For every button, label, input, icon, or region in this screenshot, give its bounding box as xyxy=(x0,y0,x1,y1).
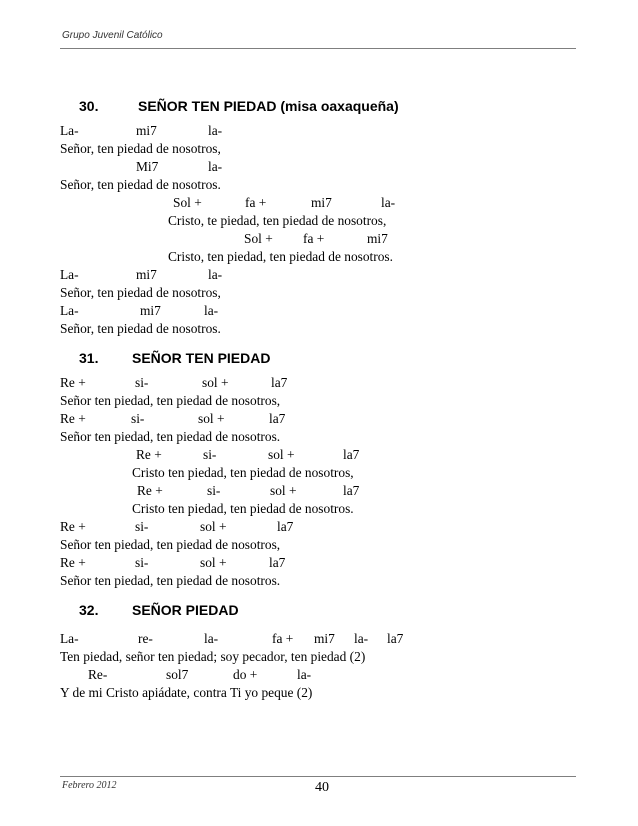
chord-line xyxy=(0,554,638,572)
chord: la7 xyxy=(387,631,404,646)
chord-line xyxy=(0,630,638,648)
chord-line xyxy=(0,666,638,684)
chord: sol + xyxy=(200,555,227,570)
chord-line xyxy=(0,158,638,176)
chord: la7 xyxy=(269,411,286,426)
lyric-line xyxy=(0,428,638,446)
chord: mi7 xyxy=(367,231,388,246)
chord: sol7 xyxy=(166,667,189,682)
lyric: Señor, ten piedad de nosotros, xyxy=(60,285,221,300)
chord: sol + xyxy=(268,447,295,462)
lyric-line xyxy=(0,212,638,230)
chord: la- xyxy=(208,159,223,174)
footer-rule xyxy=(60,776,576,777)
chord-line xyxy=(0,230,638,248)
page-number: 40 xyxy=(315,780,329,795)
chord: si- xyxy=(207,483,221,498)
chord-line xyxy=(0,302,638,320)
lyric: Señor ten piedad, ten piedad de nosotros. xyxy=(60,429,281,444)
lyric-line xyxy=(0,140,638,158)
chord: la7 xyxy=(269,555,286,570)
chord: Re + xyxy=(136,447,162,462)
chord: la- xyxy=(208,267,223,282)
song-name: SEÑOR PIEDAD xyxy=(132,602,239,618)
chord: mi7 xyxy=(311,195,332,210)
lyric: Cristo ten piedad, ten piedad de nosotros. xyxy=(132,501,354,516)
chord: la- xyxy=(354,631,369,646)
chord-line xyxy=(0,194,638,212)
chord-line xyxy=(0,122,638,140)
song-number: 30. xyxy=(79,98,99,114)
chord: la- xyxy=(204,631,219,646)
page-header-text: Grupo Juvenil Católico xyxy=(62,30,163,41)
header-rule xyxy=(60,48,576,49)
chord: sol + xyxy=(200,519,227,534)
lyric-line xyxy=(0,572,638,590)
lyric: Señor, ten piedad de nosotros, xyxy=(60,141,221,156)
chord: Re + xyxy=(60,555,86,570)
chord: sol + xyxy=(198,411,225,426)
chord: si- xyxy=(135,375,149,390)
song-name: SEÑOR TEN PIEDAD (misa oaxaqueña) xyxy=(138,98,399,114)
chord: la7 xyxy=(343,447,360,462)
chord: La- xyxy=(60,303,79,318)
lyric-line xyxy=(0,320,638,338)
chord: mi7 xyxy=(140,303,161,318)
chord: si- xyxy=(135,519,149,534)
chord: la7 xyxy=(277,519,294,534)
chord-line xyxy=(0,482,638,500)
lyric-line xyxy=(0,392,638,410)
lyric: Cristo, ten piedad, ten piedad de nosotros. xyxy=(168,249,393,264)
song-number: 31. xyxy=(79,350,99,366)
chord: Re + xyxy=(60,375,86,390)
chord: la7 xyxy=(343,483,360,498)
chord: fa + xyxy=(303,231,325,246)
chord: Mi7 xyxy=(136,159,159,174)
chord: sol + xyxy=(202,375,229,390)
chord: mi7 xyxy=(136,267,157,282)
lyric-line xyxy=(0,464,638,482)
lyric: Cristo ten piedad, ten piedad de nosotros, xyxy=(132,465,354,480)
chord: si- xyxy=(131,411,145,426)
chord: La- xyxy=(60,123,79,138)
chord-line xyxy=(0,374,638,392)
chord: do + xyxy=(233,667,258,682)
lyric: Ten piedad, señor ten piedad; soy pecador, ten piedad (2) xyxy=(60,649,366,664)
song-number: 32. xyxy=(79,602,99,618)
lyric-line xyxy=(0,176,638,194)
chord-line xyxy=(0,266,638,284)
chord: si- xyxy=(135,555,149,570)
lyric: Señor, ten piedad de nosotros. xyxy=(60,321,221,336)
lyric: Señor ten piedad, ten piedad de nosotros. xyxy=(60,573,281,588)
chord: Re + xyxy=(137,483,163,498)
chord: mi7 xyxy=(136,123,157,138)
chord: Re- xyxy=(88,667,108,682)
chord: fa + xyxy=(272,631,294,646)
chord: fa + xyxy=(245,195,267,210)
lyric: Y de mi Cristo apiádate, contra Ti yo peque (2) xyxy=(60,685,313,700)
footer-date: Febrero 2012 xyxy=(62,780,117,791)
chord: la- xyxy=(204,303,219,318)
chord-line xyxy=(0,446,638,464)
chord: la- xyxy=(297,667,312,682)
chord: Sol + xyxy=(173,195,202,210)
chord: La- xyxy=(60,631,79,646)
chord: re- xyxy=(138,631,153,646)
chord-line xyxy=(0,410,638,428)
lyric: Señor, ten piedad de nosotros. xyxy=(60,177,221,192)
lyric-line xyxy=(0,684,638,702)
lyric: Señor ten piedad, ten piedad de nosotros, xyxy=(60,537,281,552)
chord: mi7 xyxy=(314,631,335,646)
lyric: Señor ten piedad, ten piedad de nosotros, xyxy=(60,393,281,408)
lyric-line xyxy=(0,284,638,302)
chord: la- xyxy=(208,123,223,138)
lyric-line xyxy=(0,648,638,666)
lyric-line xyxy=(0,536,638,554)
chord: la- xyxy=(381,195,396,210)
chord: La- xyxy=(60,267,79,282)
chord: sol + xyxy=(270,483,297,498)
chord-line xyxy=(0,518,638,536)
chord: si- xyxy=(203,447,217,462)
chord: Re + xyxy=(60,411,86,426)
lyric-line xyxy=(0,248,638,266)
song-name: SEÑOR TEN PIEDAD xyxy=(132,350,271,366)
chord: la7 xyxy=(271,375,288,390)
chord: Sol + xyxy=(244,231,273,246)
lyric: Cristo, te piedad, ten piedad de nosotros, xyxy=(168,213,387,228)
chord: Re + xyxy=(60,519,86,534)
lyric-line xyxy=(0,500,638,518)
